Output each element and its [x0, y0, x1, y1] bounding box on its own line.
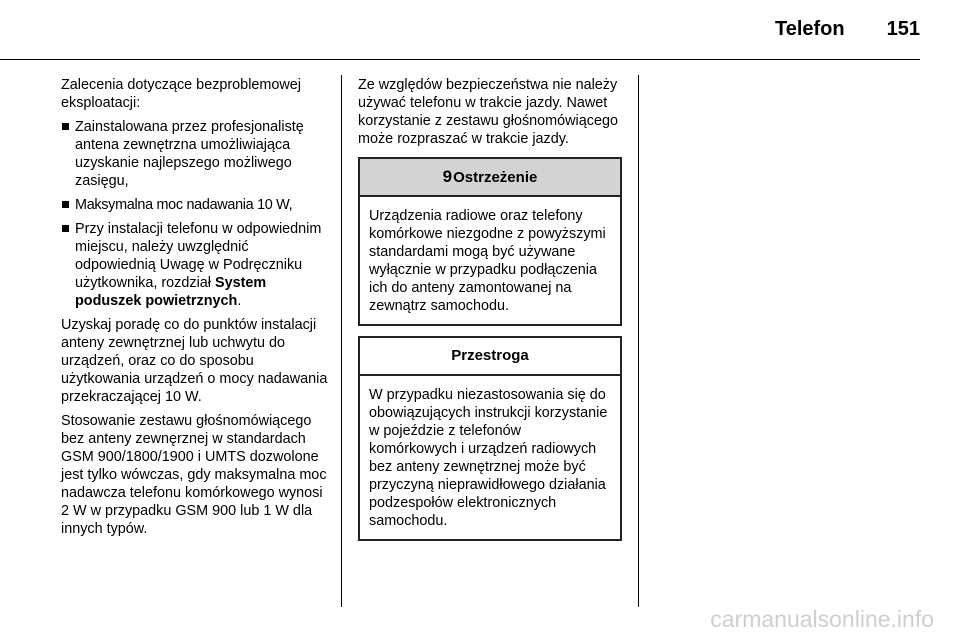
list-item-end: .: [237, 293, 242, 309]
safety-paragraph: Ze względów bezpieczeństwa nie należy używać telefonu w trakcie jazdy. Nawet korzystanie z zestawu głośnomówiącego może rozpraszać w trakcie jazdy.: [358, 77, 618, 147]
page-title: Telefon: [774, 18, 845, 40]
handsfree-paragraph: Stosowanie zestawu głośnomówiącego bez anteny zewnęrznej w standardach GSM 900/1800/1900 i UMTS dozwolone jest tylko wówczas, gdy maksymalna moc nadawcza telefonu komórkowego wynosi 2 W w przypadku GSM 900 lub 1 W dla innych typów.: [61, 413, 327, 537]
list-item: [61, 118, 331, 190]
caution-body: W przypadku niezastosowania się do obowiązujących instrukcji korzystanie w pojeździe z telefonów komórkowych i urządzeń radiowych bez anteny zewnętrznej może być przyczyną nieprawidłowego działania podzespołów elektronicznych samochodu.: [369, 387, 608, 529]
list-item: [61, 220, 331, 310]
warning-body: Urządzenia radiowe oraz telefony komórkowe niezgodne z powyższymi standardami mogą być używane wyłącznie w przypadku podłączenia ich do anteny zamontowanej na zewnątrz samochodu.: [369, 208, 606, 314]
header-rule: [0, 59, 920, 60]
list-item-text: Maksymalna moc nadawania 10 W,: [75, 197, 293, 213]
intro-text: Zalecenia dotyczące bezproblemowej eksploatacji:: [61, 77, 301, 111]
caution-title: Przestroga: [451, 347, 529, 364]
warning-triangle-icon: 9: [442, 167, 453, 186]
airbag-section-reference: System poduszek powietrznych: [75, 275, 267, 309]
column-divider-right: [638, 75, 639, 607]
list-item: [61, 196, 331, 214]
list-item-text: Zainstalowana przez profesjonalistę antena zewnętrzna umożliwiająca uzyskanie najlepszego możliwego zasięgu,: [75, 119, 304, 189]
caution-header: [360, 338, 620, 376]
warning-title: Ostrzeżenie: [453, 169, 538, 186]
column-divider-left: [341, 75, 342, 607]
page-header: [775, 18, 920, 41]
column-left: [61, 76, 331, 544]
list-item-text: Przy instalacji telefonu w odpowiednim miejscu, należy uwzględnić odpowiednią Uwagę w Podręczniku użytkownika, rozdział: [75, 221, 322, 291]
caution-box: [358, 336, 622, 541]
recommendation-list: [61, 118, 331, 310]
antenna-advice-paragraph: Uzyskaj poradę co do punktów instalacji anteny zewnętrznej lub uchwytu do urządzeń, oraz co do sposobu użytkowania urządzeń o mocy nadawania przekraczającej 10 W.: [61, 317, 328, 405]
warning-header: [360, 159, 620, 197]
warning-box: [358, 157, 622, 326]
page-number: 151: [886, 18, 920, 40]
watermark: carmanualsonline.info: [710, 606, 934, 632]
column-right: [358, 76, 622, 541]
